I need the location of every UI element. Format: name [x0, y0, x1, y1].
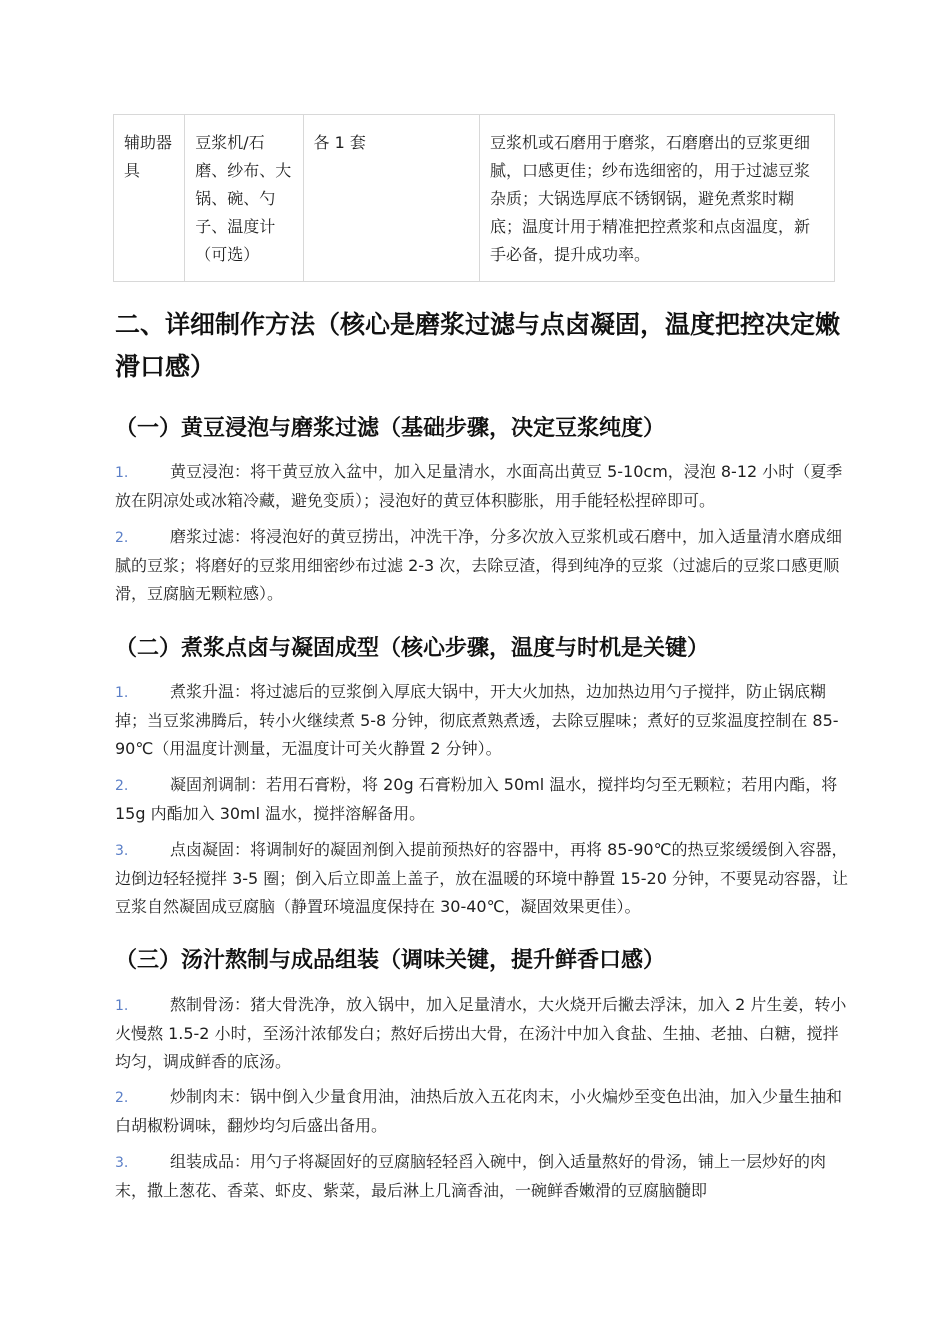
list-text: 组装成品：用勺子将凝固好的豆腐脑轻轻舀入碗中，倒入适量熬好的骨汤，铺上一层炒好的肉末，撒上葱花、香菜、虾皮、紫菜，最后淋上几滴香油，一碗鲜香嫩滑的豆腐脑髓即: [115, 1152, 827, 1200]
list-text: 黄豆浸泡：将干黄豆放入盆中，加入足量清水，水面高出黄豆 5-10cm，浸泡 8-12 小时（夏季放在阴凉处或冰箱冷藏，避免变质）；浸泡好的黄豆体积膨胀，用手能轻松捏碎即可。: [115, 462, 843, 510]
list-text: 煮浆升温：将过滤后的豆浆倒入厚底大锅中，开大火加热，边加热边用勺子搅拌，防止锅底糊掉；当豆浆沸腾后，转小火继续煮 5-8 分钟，彻底煮熟煮透，去除豆腥味；煮好的豆浆温度控制在 85-90℃（用温度计测量，无温度计可关火静置 2 分钟）。: [115, 682, 839, 758]
list-item: [115, 991, 850, 1076]
list-item: [115, 1148, 850, 1205]
list-item: [115, 678, 850, 763]
list-item: [115, 458, 850, 515]
list-text: 磨浆过滤：将浸泡好的黄豆捞出，冲洗干净，分多次放入豆浆机或石磨中，加入适量清水磨成细腻的豆浆；将磨好的豆浆用细密纱布过滤 2-3 次，去除豆渣，得到纯净的豆浆（过滤后的豆浆口感更顺滑，豆腐脑无颗粒感）。: [115, 527, 843, 603]
list-item: [115, 771, 850, 828]
list-number: 2.: [115, 530, 129, 546]
list-number: 3.: [115, 1155, 129, 1171]
table-row: [114, 115, 835, 282]
list-number: 1.: [115, 465, 129, 481]
table-cell-quantity: 各 1 套: [303, 115, 479, 282]
list-number: 3.: [115, 843, 129, 859]
list-text: 点卤凝固：将调制好的凝固剂倒入提前预热好的容器中，再将 85-90℃的热豆浆缓缓倒入容器，边倒边轻轻搅拌 3-5 圈；倒入后立即盖上盖子，放在温暖的环境中静置 15-20 分钟，不要晃动容器，让豆浆自然凝固成豆腐脑（静置环境温度保持在 30-40℃，凝固效果更佳）。: [115, 840, 848, 916]
list-text: 炒制肉末：锅中倒入少量食用油，油热后放入五花肉末，小火煸炒至变色出油，加入少量生抽和白胡椒粉调味，翻炒均匀后盛出备用。: [115, 1087, 843, 1135]
table-cell-items: 豆浆机/石磨、纱布、大锅、碗、勺子、温度计（可选）: [185, 115, 303, 282]
subsection-heading-1: （一）黄豆浸泡与磨浆过滤（基础步骤，决定豆浆纯度）: [115, 416, 666, 441]
table-cell-notes: 豆浆机或石磨用于磨浆，石磨磨出的豆浆更细腻，口感更佳；纱布选细密的，用于过滤豆浆杂质；大锅选厚底不锈钢锅，避免煮浆时糊底；温度计用于精准把控煮浆和点卤温度，新手必备，提升成功率。: [480, 115, 835, 282]
list-number: 2.: [115, 1090, 129, 1106]
subsection-heading-2: （二）煮浆点卤与凝固成型（核心步骤，温度与时机是关键）: [115, 636, 710, 661]
list-item: [115, 523, 850, 608]
subsection-heading-3: （三）汤汁熬制与成品组装（调味关键，提升鲜香口感）: [115, 948, 666, 973]
equipment-table: [113, 114, 835, 282]
list-number: 1.: [115, 998, 129, 1014]
table-cell-category: 辅助器具: [114, 115, 185, 282]
list-number: 2.: [115, 778, 129, 794]
list-item: [115, 836, 850, 921]
list-text: 熬制骨汤：猪大骨洗净，放入锅中，加入足量清水，大火烧开后撇去浮沫，加入 2 片生姜，转小火慢熬 1.5-2 小时，至汤汁浓郁发白；熬好后捞出大骨，在汤汁中加入食盐、生抽、老抽、白糖，搅拌均匀，调成鲜香的底汤。: [115, 995, 847, 1071]
list-number: 1.: [115, 685, 129, 701]
list-text: 凝固剂调制：若用石膏粉，将 20g 石膏粉加入 50ml 温水，搅拌均匀至无颗粒；若用内酯，将 15g 内酯加入 30ml 温水，搅拌溶解备用。: [115, 775, 838, 823]
list-item: [115, 1083, 850, 1140]
section-heading: 二、详细制作方法（核心是磨浆过滤与点卤凝固，温度把控决定嫩滑口感）: [115, 310, 841, 381]
